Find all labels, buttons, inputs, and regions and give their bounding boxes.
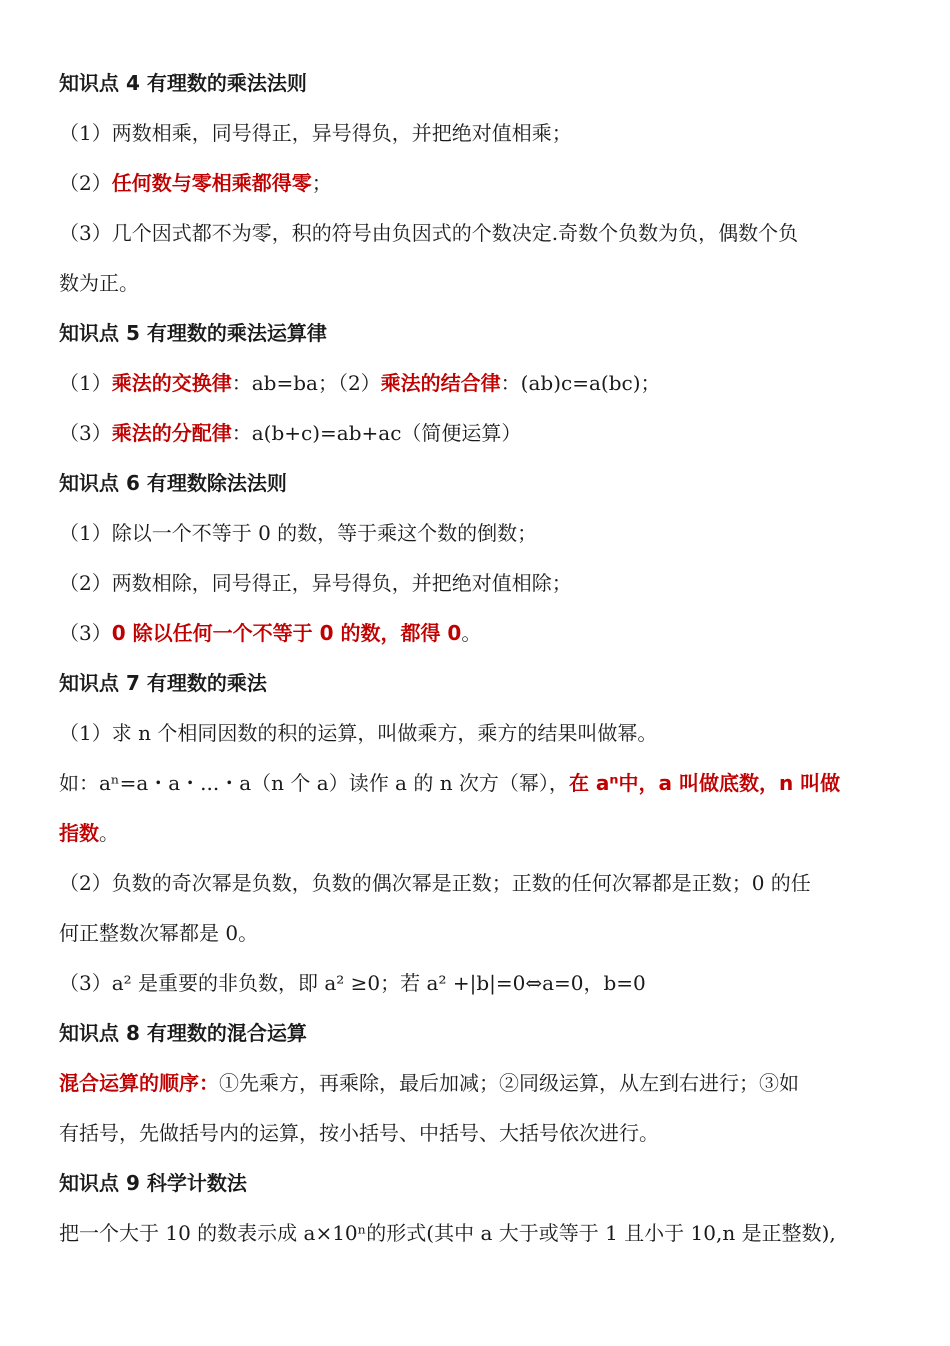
k6-rule-3 (59, 618, 899, 648)
k4-rule-2 (59, 168, 899, 198)
heading-k6: 知识点 6 有理数除法法则 (59, 471, 287, 495)
k4-rule-1: （1）两数相乘，同号得正，异号得负，并把绝对值相乘； (59, 121, 572, 145)
k6-rule-3-highlight: 0 除以任何一个不等于 0 的数，都得 0 (111, 621, 462, 645)
k5-law-1-prefix: （1） (59, 371, 112, 395)
k7-example-line2 (59, 818, 899, 848)
heading-k9: 知识点 9 科学计数法 (59, 1171, 247, 1195)
heading-k7: 知识点 7 有理数的乘法 (59, 671, 267, 695)
k7-example-line1 (59, 768, 899, 798)
k5-associative-law: 乘法的结合律 (380, 371, 501, 395)
k7-example-end: 。 (99, 821, 119, 845)
k4-rule-2-highlight: 任何数与零相乘都得零 (111, 171, 312, 195)
k7-nonnegative: （3）a² 是重要的非负数，即 a² ≥0；若 a² +|b|=0⇔a=0，b=0 (59, 971, 646, 995)
k8-order-label: 混合运算的顺序： (59, 1071, 219, 1095)
k6-rule-3-suffix: 。 (461, 621, 482, 645)
k5-law-3-prefix: （3） (59, 421, 112, 445)
heading-k8: 知识点 8 有理数的混合运算 (59, 1021, 307, 1045)
k9-definition: 把一个大于 10 的数表示成 a×10ⁿ的形式(其中 a 大于或等于 1 且小于 10,n 是正整数), (59, 1221, 836, 1245)
heading-k5: 知识点 5 有理数的乘法运算律 (59, 321, 327, 345)
k5-law-1-2 (59, 368, 899, 398)
k8-order-line1 (59, 1068, 899, 1098)
k4-rule-2-suffix: ； (311, 171, 332, 195)
k7-exponent-term: 指数 (59, 821, 99, 845)
k8-order-line2: 有括号，先做括号内的运算，按小括号、中括号、大括号依次进行。 (59, 1121, 659, 1145)
k5-law-3-suffix: ：a(b+c)=ab+ac（简便运算） (231, 421, 522, 445)
k4-rule-2-prefix: （2） (59, 171, 112, 195)
k8-order-text: ①先乘方，再乘除，最后加减；②同级运算，从左到右进行；③如 (219, 1071, 799, 1095)
k7-base-exponent-highlight: 在 aⁿ中，a 叫做底数，n 叫做 (568, 771, 841, 795)
k5-law-1-mid: ：ab=ba；（2） (231, 371, 381, 395)
k7-sign-rule-line2: 何正整数次幂都是 0。 (59, 921, 259, 945)
k7-sign-rule-line1: （2）负数的奇次幂是负数，负数的偶次幂是正数；正数的任何次幂都是正数；0 的任 (59, 871, 811, 895)
k6-rule-1: （1）除以一个不等于 0 的数，等于乘这个数的倒数； (59, 521, 538, 545)
k4-rule-3-line2: 数为正。 (59, 271, 139, 295)
k5-distributive-law: 乘法的分配律 (111, 421, 232, 445)
heading-k4: 知识点 4 有理数的乘法法则 (59, 71, 307, 95)
k7-example-prefix: 如：aⁿ=a・a・...・a（n 个 a）读作 a 的 n 次方（幂）， (59, 771, 569, 795)
k6-rule-3-prefix: （3） (59, 621, 112, 645)
k7-power-def: （1）求 n 个相同因数的积的运算，叫做乘方，乘方的结果叫做幂。 (59, 721, 658, 745)
k6-rule-2: （2）两数相除，同号得正，异号得负，并把绝对值相除； (59, 571, 572, 595)
k5-commutative-law: 乘法的交换律 (111, 371, 232, 395)
k4-rule-3-line1: （3）几个因式都不为零，积的符号由负因式的个数决定.奇数个负数为负，偶数个负 (59, 221, 799, 245)
k5-law-3 (59, 418, 899, 448)
k5-law-2-suffix: ：(ab)c=a(bc)； (500, 371, 661, 395)
